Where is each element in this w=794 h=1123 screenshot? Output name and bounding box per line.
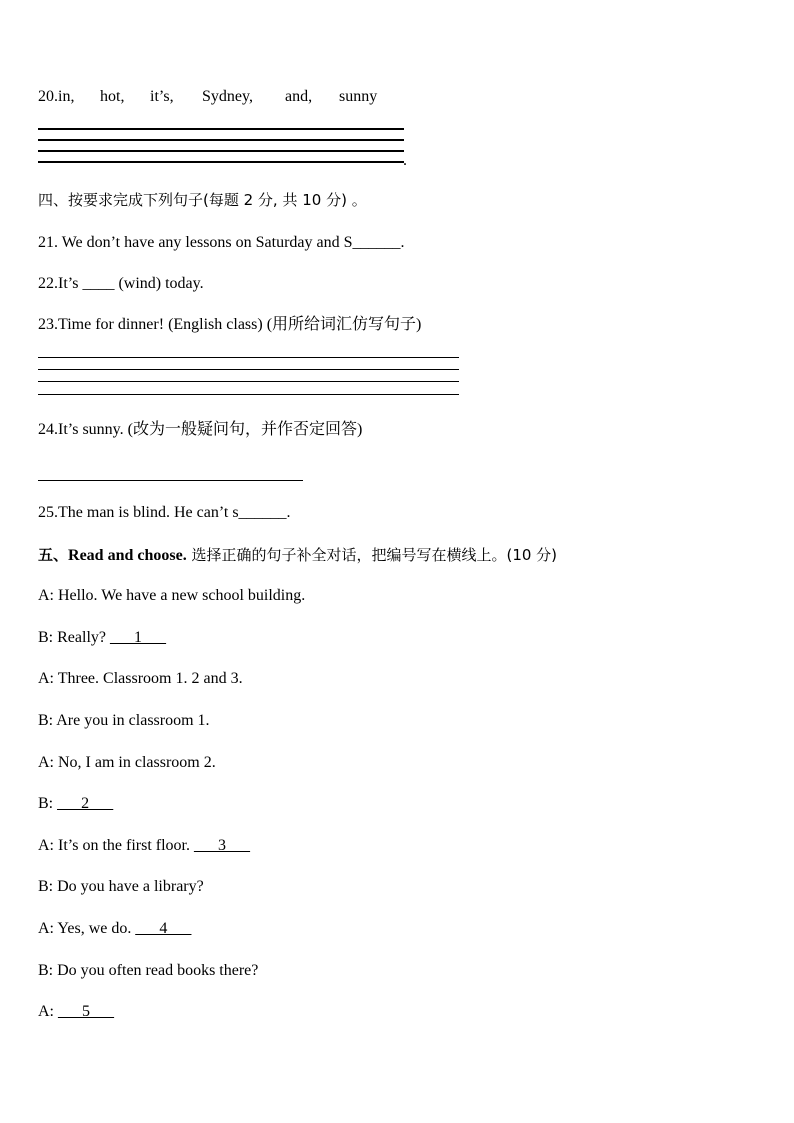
answer-blank[interactable]: ___2___ (57, 795, 114, 812)
dialogue-line (38, 711, 210, 731)
answer-line[interactable] (38, 128, 404, 130)
q21-number: 21 (38, 234, 54, 251)
answer-blank[interactable]: ___5___ (58, 1003, 114, 1020)
dialogue-line (38, 794, 113, 814)
dialogue-text: B: Are you in classroom 1. (38, 712, 210, 729)
answer-line[interactable] (38, 381, 459, 382)
q20-word: Sydney, (202, 88, 253, 105)
dialogue-line (38, 877, 204, 897)
section5-heading (38, 545, 557, 566)
dialogue-text: A: (38, 1003, 58, 1020)
dialogue-text: A: It’s on the first floor. (38, 837, 194, 854)
dialogue-line (38, 919, 191, 939)
dialogue-text: A: No, I am in classroom 2. (38, 754, 216, 771)
dialogue-line (38, 753, 216, 773)
q20-word: sunny (339, 88, 378, 105)
q20-word-list (38, 87, 377, 107)
answer-blank[interactable]: ___3___ (193, 837, 250, 854)
dialogue-text: A: Yes, we do. (38, 920, 136, 937)
dialogue-line (38, 669, 243, 689)
section5-title-en: Read and choose. (68, 547, 187, 564)
dialogue-line (38, 836, 250, 856)
dialogue-line (38, 586, 305, 606)
section4-heading: 四、按要求完成下列句子(每题 2 分, 共 10 分) 。 (38, 191, 367, 209)
section5-prefix: 五、 (38, 546, 69, 564)
dialogue-text: A: Hello. We have a new school building. (38, 587, 306, 604)
answer-blank[interactable]: ___4___ (135, 920, 192, 937)
answer-line[interactable] (38, 357, 459, 358)
dialogue-text: B: (38, 795, 58, 812)
section5-title-cn: 选择正确的句子补全对话，把编号写在横线上。(10 分) (186, 546, 558, 564)
q20-word: and, (285, 88, 313, 105)
answer-line[interactable] (38, 480, 303, 481)
dialogue-line (38, 961, 258, 981)
q25: 25.The man is blind. He can’t s______. (38, 504, 291, 521)
q21-text: . We don’t have any lessons on Saturday and S______. (54, 234, 405, 251)
dialogue-text: B: Do you have a library? (38, 878, 204, 895)
answer-line[interactable] (38, 139, 404, 141)
q20-end-mark: . (403, 152, 407, 169)
dialogue-line (38, 1002, 114, 1022)
q20-number: 20. (38, 88, 58, 105)
q21 (38, 233, 405, 253)
q24: 24.It’s sunny. (改为一般疑问句，并作否定回答) (38, 421, 363, 438)
q20-word: it’s, (150, 88, 174, 105)
q22: 22.It’s ____ (wind) today. (38, 275, 204, 292)
answer-line[interactable] (38, 161, 404, 163)
dialogue-text: A: Three. Classroom 1. 2 and 3. (38, 670, 243, 687)
q23: 23.Time for dinner! (English class) (用所给词汇仿写句子) (38, 316, 422, 333)
dialogue-line (38, 628, 166, 648)
q20-word: hot, (100, 88, 125, 105)
answer-line[interactable] (38, 150, 404, 152)
dialogue-text: B: Do you often read books there? (38, 962, 259, 979)
answer-line[interactable] (38, 394, 459, 395)
answer-blank[interactable]: ___1___ (109, 629, 166, 646)
dialogue-text: B: Really? (38, 629, 110, 646)
answer-line[interactable] (38, 369, 459, 370)
q20-word: in, (58, 88, 75, 105)
